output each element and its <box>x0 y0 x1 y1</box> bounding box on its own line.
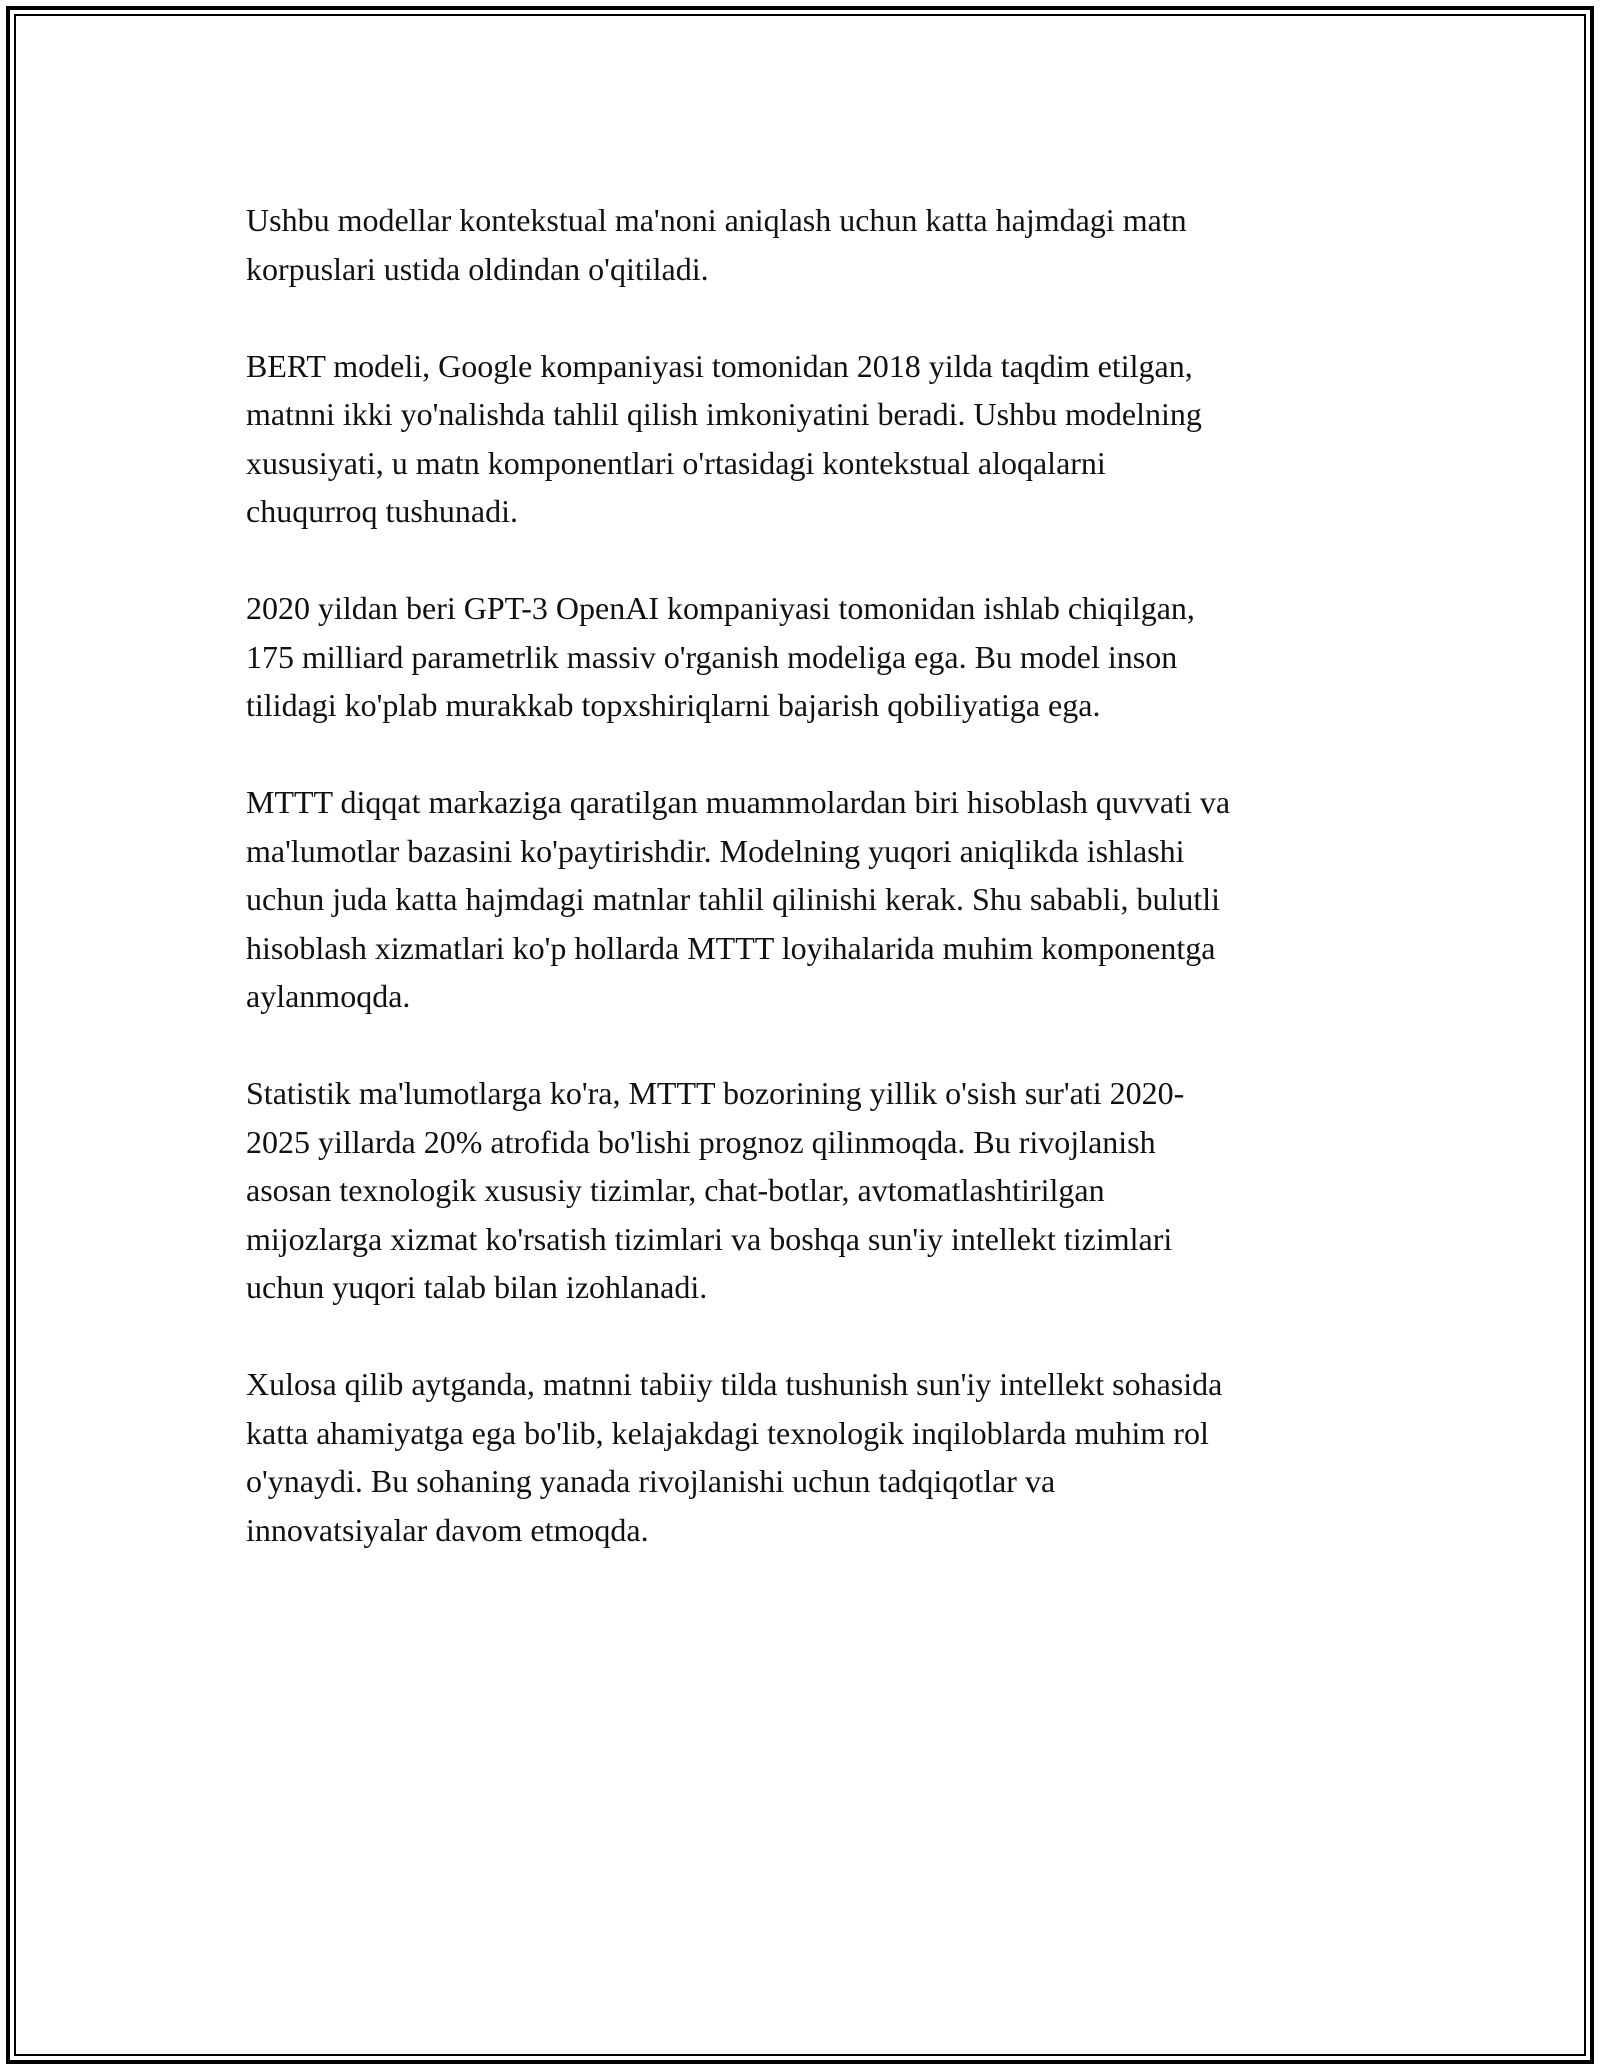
paragraph-bert: BERT modeli, Google kompaniyasi tomonidan 2018 yilda taqdim etilgan, matnni ikki yo'nalishda tahlil qilish imkoniyatini beradi. Ushbu modelning xususiyati, u matn komponentlari o'rtasidagi kontekstual aloqalarni chuqurroq tushunadi. <box>246 347 1202 529</box>
page-frame <box>6 6 1594 2064</box>
document-body <box>246 196 1386 1603</box>
paragraph-gpt3: 2020 yildan beri GPT-3 OpenAI kompaniyasi tomonidan ishlab chiqilgan, 175 milliard parametrlik massiv o'rganish modeliga ega. Bu model inson tilidagi ko'plab murakkab topxshiriqlarni bajarish qobiliyatiga ega. <box>246 590 1195 723</box>
paragraph-compute-challenges: MTTT diqqat markaziga qaratilgan muammolardan biri hisoblash quvvati va ma'lumotlar bazasini ko'paytirishdir. Modelning yuqori aniqlikda ishlashi uchun juda katta hajmdagi matnlar tahlil qilinishi kerak. Shu sababli, bulutli hisoblash xizmatlari ko'p hollarda MTTT loyihalarida muhim komponentga aylanmoqda. <box>246 784 1231 1014</box>
paragraph-pretraining: Ushbu modellar kontekstual ma'noni aniqlash uchun katta hajmdagi matn korpuslari ustida oldindan o'qitiladi. <box>246 202 1187 287</box>
paragraph-conclusion: Xulosa qilib aytganda, matnni tabiiy tilda tushunish sun'iy intellekt sohasida katta ahamiyatga ega bo'lib, kelajakdagi texnologik inqiloblarda muhim rol o'ynaydi. Bu sohaning yanada rivojlanishi uchun tadqiqotlar va innovatsiyalar davom etmoqda. <box>246 1366 1223 1548</box>
paragraph-market-statistics: Statistik ma'lumotlarga ko'ra, MTTT bozorining yillik o'sish sur'ati 2020- 2025 yillarda 20% atrofida bo'lishi prognoz qilinmoqda. Bu rivojlanish asosan texnologik xususiy tizimlar, chat-botlar, avtomatlashtirilgan mijozlarga xizmat ko'rsatish tizimlari va boshqa sun'iy intellekt tizimlari uchun yuqori talab bilan izohlanadi. <box>246 1075 1185 1305</box>
